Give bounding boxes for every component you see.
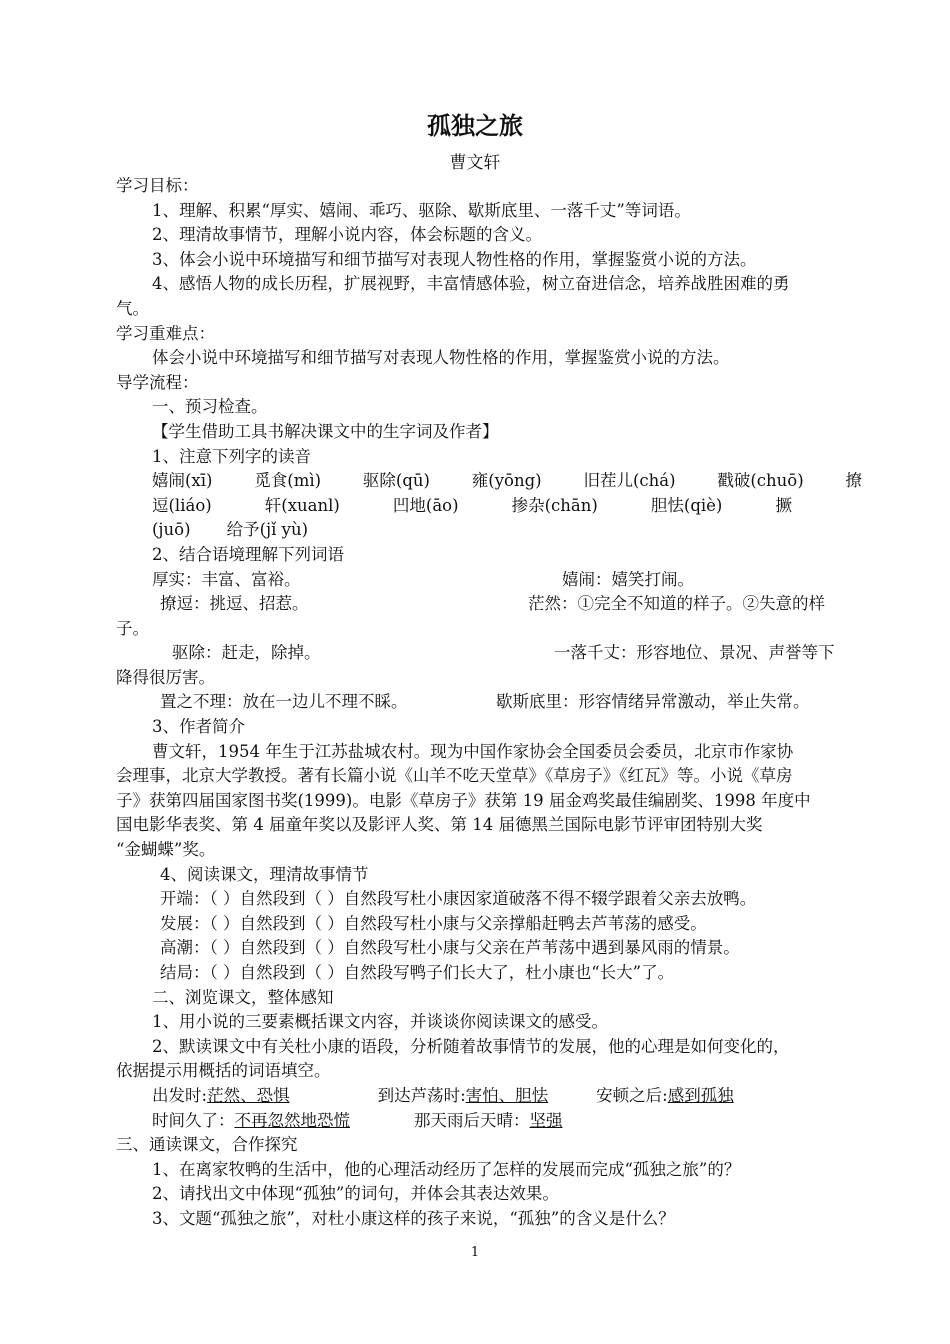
- fill-label: 时间久了：: [152, 1110, 235, 1130]
- pinyin-item: 轩(xuanl): [264, 495, 340, 515]
- pinyin-item: 驱除(qū): [362, 471, 430, 491]
- section-item-continuation: 依据提示用概括的词语填空。: [116, 1061, 331, 1081]
- objective-item: 1、理解、积累“厚实、嬉闹、乖巧、驱除、歇斯底里、一落千丈”等词语。: [152, 200, 691, 220]
- pinyin-item: 逗(liáo): [152, 495, 212, 515]
- pinyin-item: 雍(yōng): [471, 471, 542, 491]
- bracket-note: 【学生借助工具书解决课文中的生字词及作者】: [152, 421, 499, 441]
- vocab-item: 撩逗：挑逗、招惹。: [160, 594, 309, 614]
- objective-item: 2、理清故事情节，理解小说内容，体会标题的含义。: [152, 225, 542, 245]
- pinyin-item: 撩: [845, 471, 862, 491]
- pinyin-item: 给予(jǐ yù): [226, 520, 309, 540]
- plot-item: 开端：（ ）自然段到（ ）自然段写杜小康因家道破落不得不辍学跟着父亲去放鸭。: [160, 889, 757, 909]
- vocab-item: 一落千丈：形容地位、景况、声誉等下: [554, 643, 835, 663]
- vocab-item: 置之不理：放在一边儿不理不睬。: [160, 692, 408, 712]
- bio-line: 国电影华表奖、第 4 届童年奖以及影评人奖、第 14 届德黑兰国际电影节评审团特别大奖: [116, 815, 763, 835]
- vocab-item: 歇斯底里：形容情绪异常激动，举止失常。: [496, 692, 810, 712]
- pinyin-item: 凹地(āo): [392, 495, 459, 515]
- document-body: [116, 174, 862, 1232]
- key-points-text: 体会小说中环境描写和细节描写对表现人物性格的作用，掌握鉴赏小说的方法。: [152, 348, 730, 368]
- vocab-item: 驱除：赶走，除掉。: [172, 643, 321, 663]
- vocab-continuation: 子。: [116, 618, 149, 638]
- question-heading: 2、结合语境理解下列词语: [152, 544, 344, 564]
- fill-label: 出发时:: [152, 1085, 208, 1105]
- pinyin-item: (juō): [152, 520, 191, 540]
- section-item: 1、用小说的三要素概括课文内容，并谈谈你阅读课文的感受。: [152, 1012, 608, 1032]
- section-heading: 三、通读课文，合作探究: [116, 1135, 298, 1155]
- vocab-item: 嬉闹：嬉笑打闹。: [562, 569, 694, 589]
- vocab-item: 茫然：①完全不知道的样子。②失意的样: [528, 594, 825, 614]
- vocab-row: [116, 568, 862, 593]
- bio-line: “金蝴蝶”奖。: [116, 840, 216, 860]
- pinyin-item: 掺杂(chān): [511, 495, 598, 515]
- vocab-row: [116, 641, 862, 666]
- pinyin-item: 旧茬儿(chá): [583, 471, 676, 491]
- fill-label: 那天雨后天晴：: [414, 1110, 530, 1130]
- objectives-heading: 学习目标：: [116, 176, 199, 195]
- plot-item: 高潮：（ ）自然段到（ ）自然段写杜小康与父亲在芦苇荡中遇到暴风雨的情景。: [160, 938, 740, 958]
- vocab-row: [116, 690, 862, 715]
- objective-item: 3、体会小说中环境描写和细节描写对表现人物性格的作用，掌握鉴赏小说的方法。: [152, 249, 757, 269]
- pinyin-item: 嬉闹(xī): [152, 471, 213, 491]
- section-item: 2、请找出文中体现“孤独”的词句，并体会其表达效果。: [152, 1184, 559, 1204]
- fill-row: [116, 1109, 862, 1134]
- bio-line: 子》获第四届国家图书奖(1999)。电影《草房子》获第 19 届金鸡奖最佳编剧奖、1998 年度中: [116, 790, 811, 810]
- bio-line: 曹文轩，1954 年生于江苏盐城农村。现为中国作家协会全国委员会委员，北京市作家协: [152, 741, 794, 761]
- objective-item: 4、感悟人物的成长历程，扩展视野，丰富情感体验，树立奋进信念，培养战胜困难的勇: [152, 274, 790, 294]
- guide-heading: 导学流程：: [116, 372, 199, 392]
- pinyin-row: [116, 494, 862, 519]
- key-points-heading: 学习重难点：: [116, 323, 215, 343]
- question-heading: 4、阅读课文，理清故事情节: [160, 864, 369, 884]
- vocab-row: [116, 592, 862, 617]
- section-item: 2、默读课文中有关杜小康的语段，分析随着故事情节的发展，他的心理是如何变化的，: [152, 1036, 790, 1056]
- author-name: 曹文轩: [449, 153, 501, 173]
- question-heading: 3、作者简介: [152, 717, 245, 737]
- section-item: 3、文题“孤独之旅”，对杜小康这样的孩子来说，“孤独”的含义是什么？: [152, 1208, 675, 1228]
- fill-answer: 不再忽然地恐慌: [234, 1110, 350, 1130]
- pinyin-item: 撅: [775, 495, 792, 515]
- pinyin-item: 胆怯(qiè): [650, 495, 723, 515]
- fill-label: 到达芦荡时:: [377, 1085, 466, 1105]
- document-title: 孤独之旅: [427, 112, 523, 140]
- section-heading: 二、浏览课文，整体感知: [152, 987, 334, 1007]
- section-item: 1、在离家牧鸭的生活中，他的心理活动经历了怎样的发展而完成“孤独之旅”的？: [152, 1159, 741, 1179]
- pinyin-item: 觅食(mì): [254, 471, 322, 491]
- page-number: 1: [470, 1245, 480, 1260]
- vocab-continuation: 降得很厉害。: [116, 667, 215, 687]
- fill-answer: 坚强: [529, 1110, 563, 1130]
- fill-label: 安顿之后:: [596, 1085, 668, 1105]
- plot-item: 结局：（ ）自然段到（ ）自然段写鸭子们长大了，杜小康也“长大”了。: [160, 963, 675, 982]
- fill-answer: 害怕、胆怯: [465, 1085, 549, 1105]
- question-heading: 1、注意下列字的读音: [152, 446, 311, 466]
- fill-answer: 茫然、恐惧: [207, 1085, 290, 1105]
- vocab-item: 厚实：丰富、富裕。: [152, 569, 301, 589]
- pinyin-row: [116, 518, 862, 543]
- pinyin-row: [116, 469, 862, 494]
- section-heading: 一、预习检查。: [152, 397, 268, 417]
- fill-row: [116, 1084, 862, 1109]
- pinyin-item: 戳破(chuō): [717, 471, 804, 491]
- objective-item-continuation: 气。: [116, 298, 149, 318]
- fill-answer: 感到孤独: [667, 1085, 734, 1105]
- bio-line: 会理事，北京大学教授。著有长篇小说《山羊不吃天堂草》《草房子》《红瓦》等。小说《草房: [116, 766, 793, 786]
- plot-item: 发展：（ ）自然段到（ ）自然段写杜小康与父亲撑船赶鸭去芦苇荡的感受。: [160, 913, 707, 933]
